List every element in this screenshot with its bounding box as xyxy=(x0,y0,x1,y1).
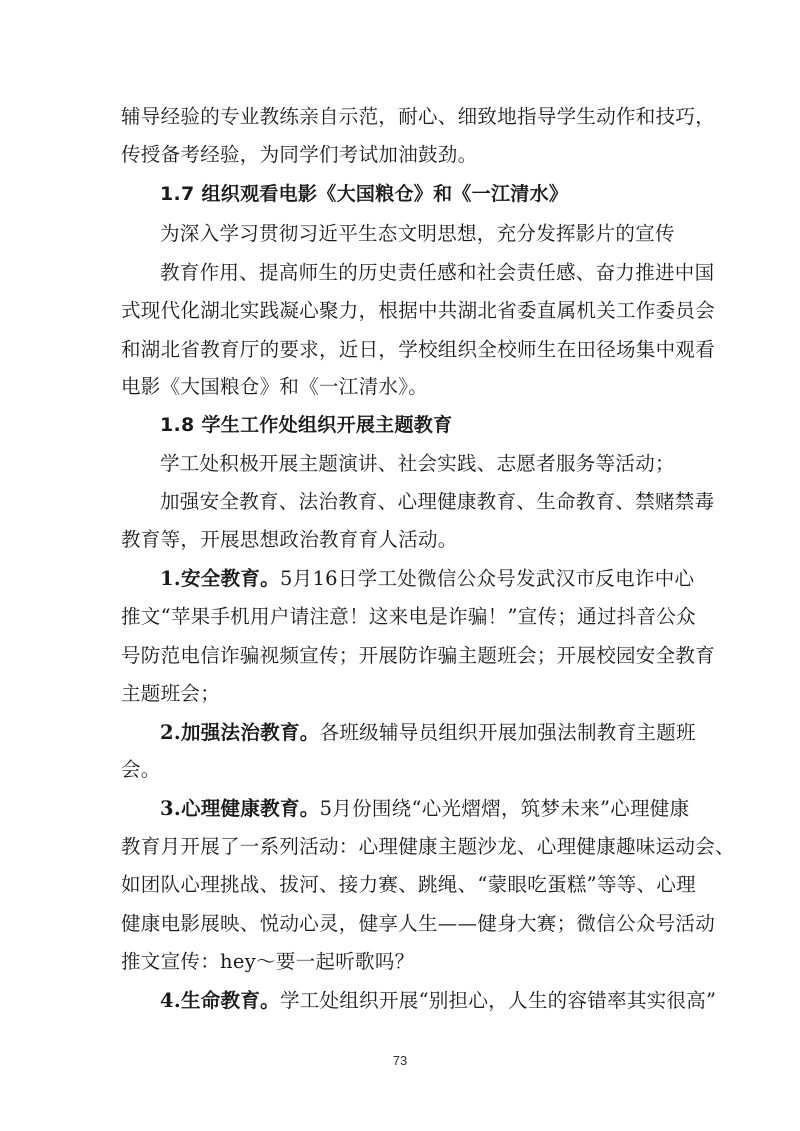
body-text-line: 式现代化湖北实践凝心聚力，根据中共湖北省委直属机关工作委员会 xyxy=(121,299,716,322)
list-item-text: 各班级辅导员组织开展加强法制教育主题班 xyxy=(319,721,696,744)
list-item-text: 5月份围绕“心光熠熠，筑梦未来”心理健康 xyxy=(319,797,690,820)
body-text-line: 为深入学习贯彻习近平生态文明思想，充分发挥影片的宣传 xyxy=(160,222,675,245)
body-text-line: 号防范电信诈骗视频宣传；开展防诈骗主题班会；开展校园安全教育 xyxy=(121,644,716,667)
body-text-line: 主题班会； xyxy=(121,682,221,705)
list-item-text: 5月16日学工处微信公众号发武汉市反电诈中心 xyxy=(279,567,695,590)
body-text-line: 学工处积极开展主题演讲、社会实践、志愿者服务等活动； xyxy=(160,452,675,475)
body-text-line: 电影《大国粮仓》和《一江清水》。 xyxy=(121,375,429,398)
body-text-line: 和湖北省教育厅的要求，近日，学校组织全校师生在田径场集中观看 xyxy=(121,338,716,361)
page-number: 73 xyxy=(392,1053,408,1068)
list-item-text: 学工处组织开展“别担心，人生的容错率其实很高” xyxy=(279,989,717,1012)
body-text-line: 健康电影展映、悦动心灵，健享人生——健身大赛；微信公众号活动 xyxy=(121,912,716,935)
list-item-first-line xyxy=(160,989,716,1013)
body-text-line: 加强安全教育、法治教育、心理健康教育、生命教育、禁赌禁毒 xyxy=(160,490,715,513)
body-text-line: 教育作用、提高师生的历史责任感和社会责任感、奋力推进中国 xyxy=(160,261,715,284)
body-text-line: 教育等，开展思想政治教育育人活动。 xyxy=(121,528,458,551)
section-heading: 1.8 学生工作处组织开展主题教育 xyxy=(160,414,453,436)
body-text-line: 辅导经验的专业教练亲自示范，耐心、细致地指导学生动作和技巧， xyxy=(121,105,716,128)
list-item-title: 1.安全教育。 xyxy=(160,567,280,590)
body-text-line: 会。 xyxy=(121,758,161,781)
body-text-line: 如团队心理挑战、拔河、接力赛、跳绳、“蒙眼吃蛋糕”等等、心理 xyxy=(121,873,696,896)
list-item-title: 4.生命教育。 xyxy=(160,989,280,1012)
list-item-title: 2.加强法治教育。 xyxy=(160,721,320,744)
section-heading: 1.7 组织观看电影《大国粮仓》和《一江清水》 xyxy=(160,183,569,205)
body-text-line: 传授备考经验，为同学们考试加油鼓劲。 xyxy=(121,143,478,166)
list-item-first-line xyxy=(160,721,696,745)
body-text-line: 推文宣传：hey～要一起听歌吗？ xyxy=(121,950,415,973)
list-item-title: 3.心理健康教育。 xyxy=(160,797,320,820)
body-text-line: 教育月开展了一系列活动：心理健康主题沙龙、心理健康趣味运动会、 xyxy=(121,835,735,858)
list-item-first-line xyxy=(160,567,694,591)
body-text-line: 推文“苹果手机用户请注意！这来电是诈骗！”宣传；通过抖音公众 xyxy=(121,605,696,628)
list-item-first-line xyxy=(160,797,689,821)
